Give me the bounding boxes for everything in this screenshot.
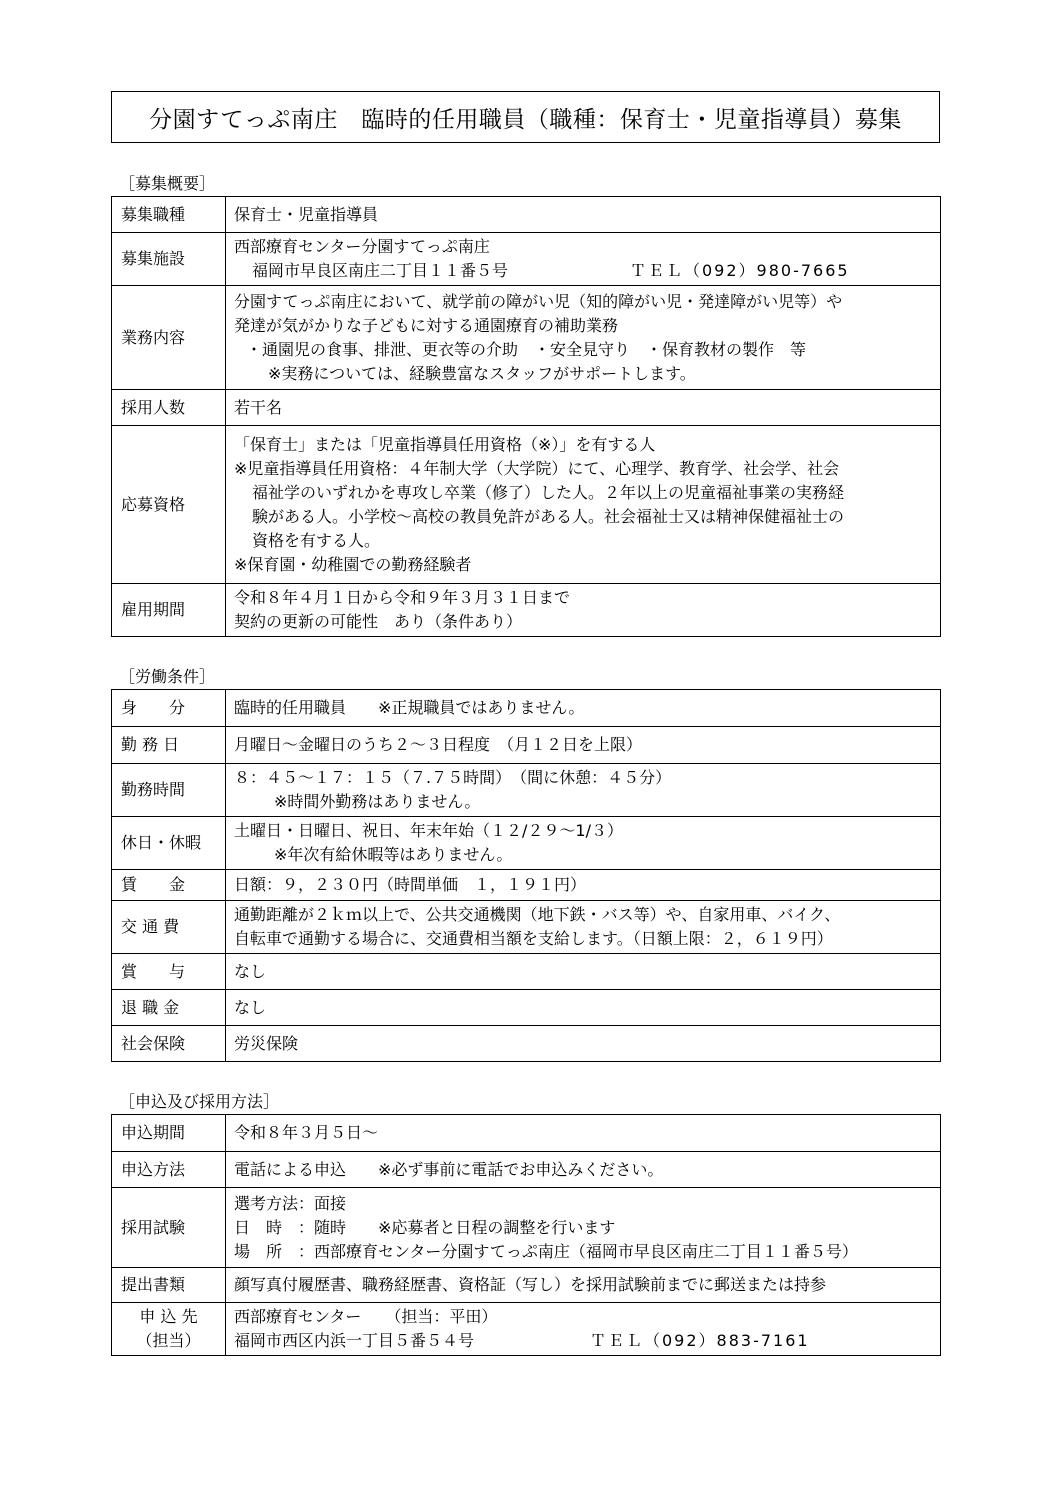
row-label: 業務内容 xyxy=(112,286,226,390)
row-value xyxy=(226,690,941,727)
value-line: 「保育士」または「児童指導員任用資格（※）」を有する人 xyxy=(234,434,656,454)
row-value xyxy=(226,990,941,1026)
row-value xyxy=(226,764,941,817)
value-line: 若干名 xyxy=(234,397,283,417)
table-row xyxy=(112,1188,941,1268)
table-row xyxy=(112,690,941,727)
value-line: ８：４５～１７：１５（７.７５時間） （間に休憩：４５分） xyxy=(234,768,672,787)
value-line: 電話による申込 ※必ず事前に電話でお申込みください。 xyxy=(234,1159,664,1179)
row-label xyxy=(112,1303,226,1356)
value-line: 西部療育センター （担当：平田） xyxy=(234,1307,498,1326)
table-row xyxy=(112,1115,941,1152)
value-line: なし xyxy=(234,997,267,1017)
value-line: ※実務については、経験豊富なスタッフがサポートします。 xyxy=(268,363,696,383)
address-text: 福岡市早良区南庄二丁目１１番５号 xyxy=(252,261,509,280)
row-label: 社会保険 xyxy=(112,1026,226,1062)
row-label: 提出書類 xyxy=(112,1268,226,1303)
value-line: なし xyxy=(234,961,267,981)
table-row xyxy=(112,870,941,901)
row-label: 勤 務 日 xyxy=(112,727,226,764)
table-row xyxy=(112,990,941,1026)
value-line xyxy=(234,1329,936,1353)
row-value xyxy=(226,1303,941,1356)
row-label: 雇用期間 xyxy=(112,584,226,637)
value-line: ※年次有給休暇等はありません。 xyxy=(274,845,513,864)
label-line: 申 込 先 xyxy=(139,1307,198,1326)
value-line: ・通園児の食事、排泄、更衣等の介助 ・安全見守り ・保育教材の製作 等 xyxy=(246,339,807,359)
table-row xyxy=(112,233,941,286)
row-label: 休日・休暇 xyxy=(112,817,226,870)
table-row xyxy=(112,764,941,817)
row-value xyxy=(226,584,941,637)
table-row xyxy=(112,584,941,637)
table-row xyxy=(112,1268,941,1303)
value-line: ※保育園・幼稚園での勤務経験者 xyxy=(234,554,472,574)
value-line: 通勤距離が２ｋｍ以上で、公共交通機関（地下鉄・バス等）や、自家用車、バイク、 xyxy=(234,905,841,924)
conditions-table xyxy=(111,689,941,1062)
row-value xyxy=(226,286,941,390)
row-value xyxy=(226,1026,941,1062)
table-row xyxy=(112,901,941,954)
row-value xyxy=(226,1115,941,1152)
row-label: 申込期間 xyxy=(112,1115,226,1152)
row-value xyxy=(226,954,941,990)
value-line: 保育士・児童指導員 xyxy=(234,204,379,224)
value-line: 場 所 ：西部療育センター分園すてっぷ南庄（福岡市早良区南庄二丁目１１番５号） xyxy=(234,1241,858,1261)
row-label: 応募資格 xyxy=(112,426,226,584)
section-heading-overview: ［募集概要］ xyxy=(119,174,216,193)
value-line: 福祉学のいずれかを専攻し卒業（修了）した人。２年以上の児童福祉事業の実務経 xyxy=(252,482,845,502)
row-value xyxy=(226,1268,941,1303)
value-line: 資格を有する人。 xyxy=(252,530,381,550)
table-row xyxy=(112,817,941,870)
row-label: 賃 金 xyxy=(112,870,226,901)
value-line: 西部療育センター分園すてっぷ南庄 xyxy=(234,237,490,256)
value-line: 分園すてっぷ南庄において、就学前の障がい児（知的障がい児・発達障がい児等）や xyxy=(234,291,843,311)
address-text: 福岡市西区内浜一丁目５番５４号 xyxy=(234,1331,475,1350)
table-row xyxy=(112,286,941,390)
table-row xyxy=(112,954,941,990)
value-line: ※児童指導員任用資格：４年制大学（大学院）にて、心理学、教育学、社会学、社会 xyxy=(234,458,840,478)
table-row xyxy=(112,1303,941,1356)
application-table xyxy=(111,1114,941,1356)
row-label: 身 分 xyxy=(112,690,226,727)
value-line: 令和８年３月５日～ xyxy=(234,1123,379,1142)
value-line: 選考方法：面接 xyxy=(234,1193,347,1213)
value-line: 験がある人。小学校～高校の教員免許がある人。社会福祉士又は精神保健福祉士の xyxy=(252,506,845,526)
phone-text: ＴＥＬ（092）883-7161 xyxy=(590,1331,810,1350)
section-heading-application: ［申込及び採用方法］ xyxy=(119,1092,280,1111)
row-label: 申込方法 xyxy=(112,1152,226,1188)
row-label: 募集職種 xyxy=(112,197,226,233)
row-label: 賞 与 xyxy=(112,954,226,990)
phone-text: ＴＥＬ（092）980-7665 xyxy=(630,261,850,280)
table-row xyxy=(112,390,941,426)
value-line: 顔写真付履歴書、職務経歴書、資格証（写し）を採用試験前までに郵送または持参 xyxy=(234,1275,827,1294)
table-row xyxy=(112,1152,941,1188)
value-line: 令和８年４月１日から令和９年３月３１日まで xyxy=(234,588,571,607)
row-label: 採用試験 xyxy=(112,1188,226,1268)
row-label: 勤務時間 xyxy=(112,764,226,817)
row-value xyxy=(226,197,941,233)
value-line: 月曜日～金曜日のうち２～３日程度 （月１２日を上限） xyxy=(234,735,643,754)
value-line: 土曜日・日曜日、祝日、年末年始（１２/２９～1/３） xyxy=(234,821,623,840)
value-line: ※時間外勤務はありません。 xyxy=(274,792,481,811)
page-title: 分園すてっぷ南庄 臨時的任用職員（職種：保育士・児童指導員）募集 xyxy=(111,91,940,143)
table-row xyxy=(112,727,941,764)
row-value xyxy=(226,727,941,764)
row-value xyxy=(226,901,941,954)
section-heading-conditions: ［労働条件］ xyxy=(119,667,216,686)
value-line: 日 時 ：随時 ※応募者と日程の調整を行います xyxy=(234,1217,616,1237)
value-line: 労災保険 xyxy=(234,1033,299,1053)
row-value xyxy=(226,870,941,901)
value-line: 発達が気がかりな子どもに対する通園療育の補助業務 xyxy=(234,315,619,335)
value-line: 契約の更新の可能性 あり（条件あり） xyxy=(234,612,523,631)
row-label: 募集施設 xyxy=(112,233,226,286)
table-row xyxy=(112,426,941,584)
table-row xyxy=(112,197,941,233)
value-line: 日額：９，２３０円（時間単価 １，１９１円） xyxy=(234,875,587,894)
row-value xyxy=(226,1188,941,1268)
value-line: 臨時的任用職員 ※正規職員ではありません。 xyxy=(234,698,585,717)
row-label: 採用人数 xyxy=(112,390,226,426)
row-value xyxy=(226,390,941,426)
row-value xyxy=(226,817,941,870)
label-line: （担当） xyxy=(136,1331,201,1350)
row-label: 退 職 金 xyxy=(112,990,226,1026)
row-value xyxy=(226,233,941,286)
overview-table xyxy=(111,196,941,637)
table-row xyxy=(112,1026,941,1062)
row-value xyxy=(226,426,941,584)
value-line xyxy=(234,259,936,283)
row-value xyxy=(226,1152,941,1188)
value-line: 自転車で通勤する場合に、交通費相当額を支給します。（日額上限：２，６１９円） xyxy=(234,929,833,948)
row-label: 交 通 費 xyxy=(112,901,226,954)
